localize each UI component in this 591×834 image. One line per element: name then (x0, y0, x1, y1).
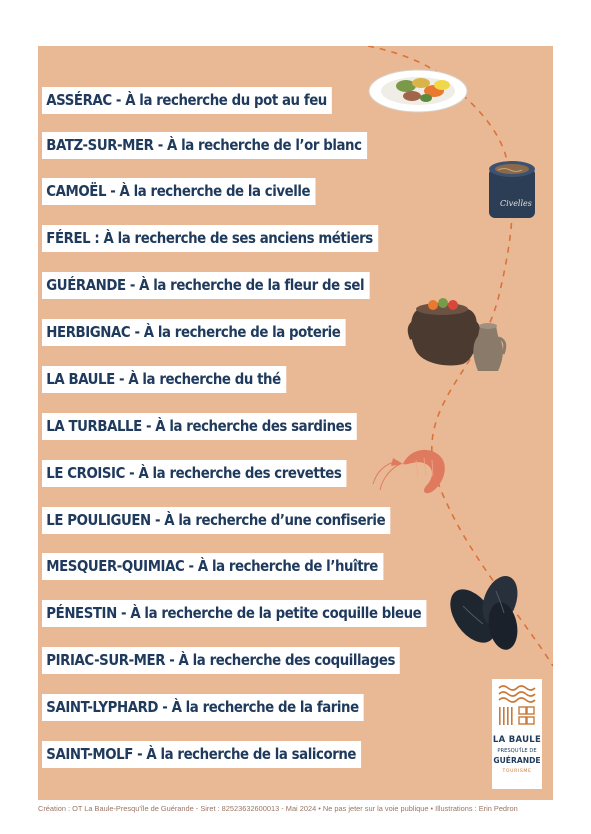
list-item: ASSÉRAC - À la recherche du pot au feu (42, 87, 332, 114)
footer-credits: Création : OT La Baule-Presqu'île de Guérande - Siret : 82523632600013 - Mai 2024 • Ne pas jeter sur la voie publique • Illustrations : Erin Pedron (38, 804, 518, 813)
civelles-tin-icon (489, 161, 535, 218)
list-item: HERBIGNAC - À la recherche de la poterie (42, 319, 345, 346)
list-item: LA BAULE - À la recherche du thé (42, 366, 286, 393)
list-item: LA TURBALLE - À la recherche des sardines (42, 413, 357, 440)
list-item: BATZ-SUR-MER - À la recherche de l’or blanc (42, 132, 367, 159)
mussels-icon (441, 571, 524, 652)
pot-au-feu-plate-icon (369, 70, 467, 112)
list-item: SAINT-LYPHARD - À la recherche de la farine (42, 694, 364, 721)
list-item: MESQUER-QUIMIAC - À la recherche de l’huître (42, 553, 383, 580)
list-item: FÉREL : À la recherche de ses anciens métiers (42, 225, 378, 252)
list-item: PIRIAC-SUR-MER - À la recherche des coquillages (42, 647, 400, 674)
tin-label: Civelles (500, 199, 532, 208)
logo-title: LA BAULE (492, 735, 542, 745)
logo-place: GUÉRANDE (493, 756, 541, 765)
logo-emblem-icon (492, 679, 542, 733)
list-item: GUÉRANDE - À la recherche de la fleur de sel (42, 272, 369, 299)
list-item: LE POULIGUEN - À la recherche d’une confiserie (42, 507, 390, 534)
tourism-logo (492, 679, 542, 789)
list-item: LE CROISIC - À la recherche des crevettes (42, 460, 347, 487)
pottery-icon (410, 298, 505, 371)
list-item: CAMOËL - À la recherche de la civelle (42, 178, 315, 205)
logo-tag: TOURISME (502, 769, 532, 774)
shrimp-icon (373, 450, 445, 493)
list-item: PÉNESTIN - À la recherche de la petite coquille bleue (42, 600, 426, 627)
list-item: SAINT-MOLF - À la recherche de la salicorne (42, 741, 361, 768)
logo-subtitle: PRESQU'ÎLE DE (497, 748, 537, 754)
poster-panel (38, 46, 553, 800)
